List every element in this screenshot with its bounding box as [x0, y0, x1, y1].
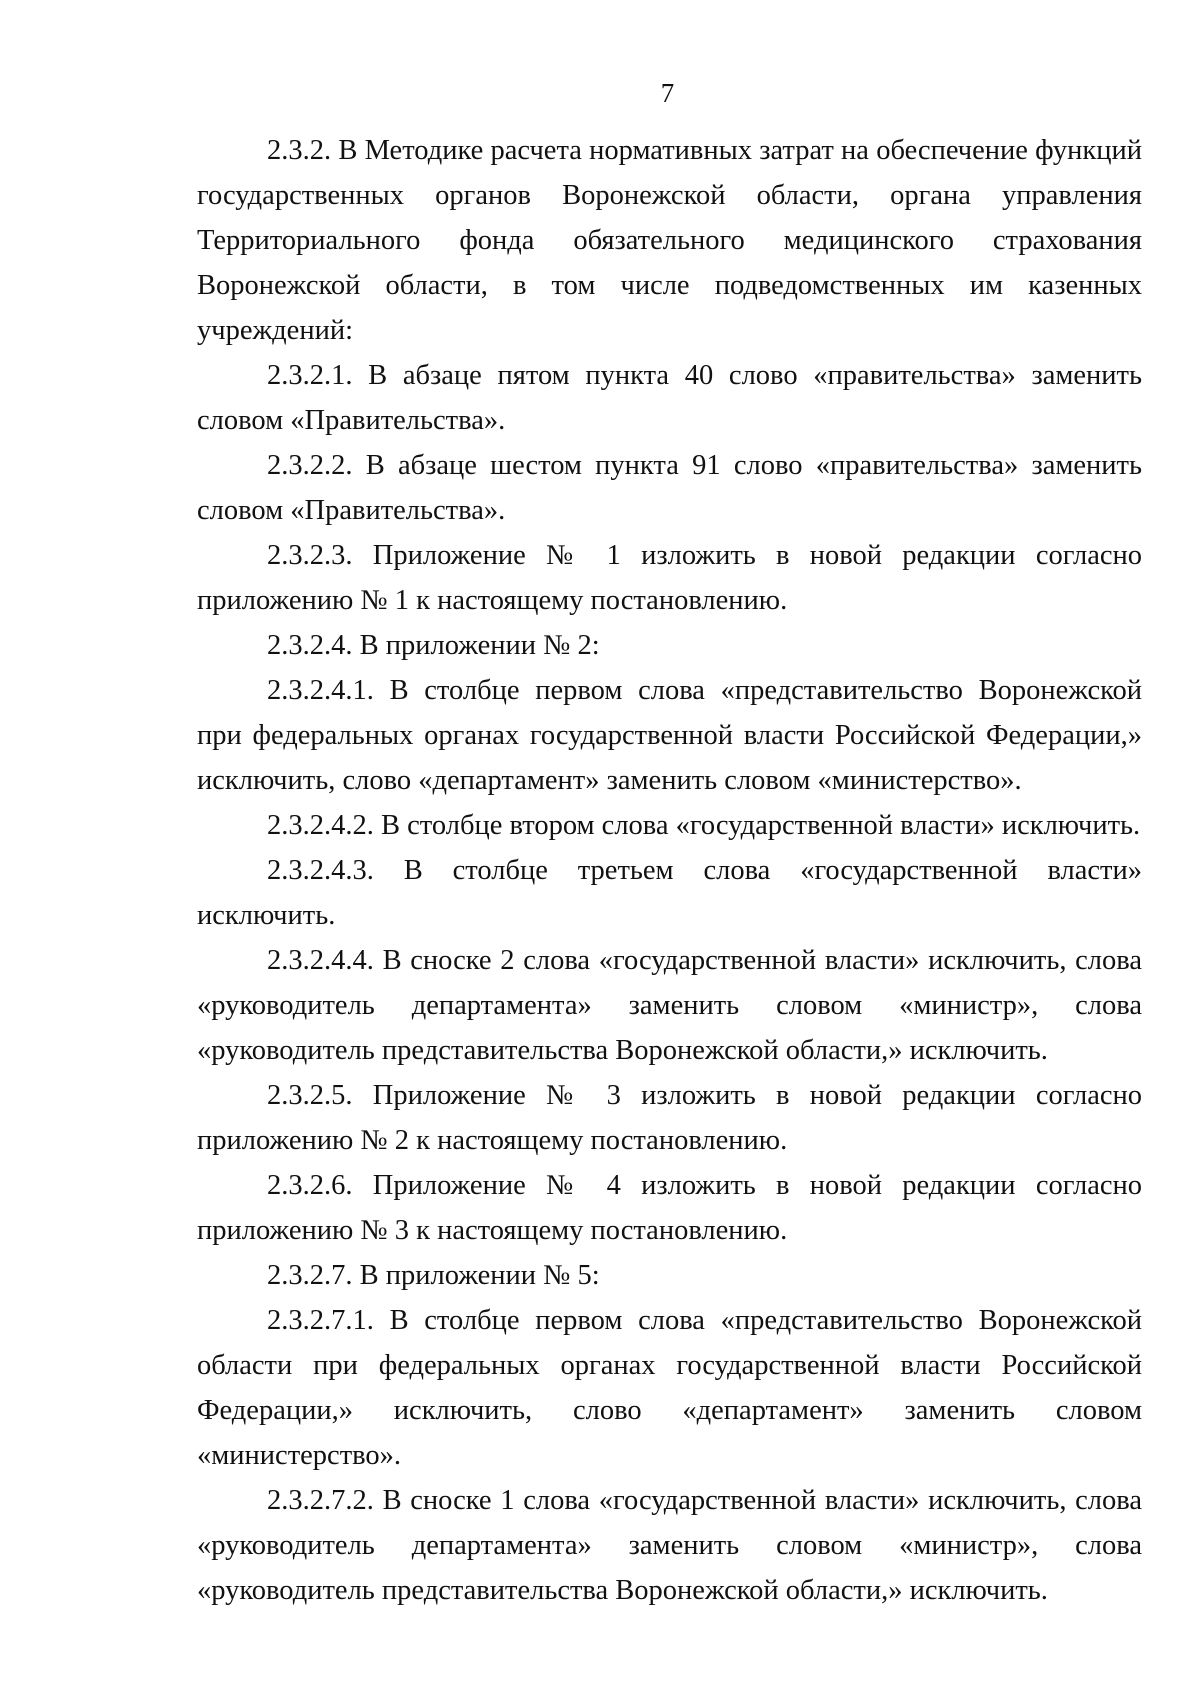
- document-body: [197, 128, 1142, 1613]
- paragraph-2-3-2-6: 2.3.2.6. Приложение № 4 изложить в новой редакции согласно приложению № 3 к настоящему постановлению.: [197, 1170, 1142, 1246]
- paragraph-2-3-2-7-1: 2.3.2.7.1. В столбце первом слова «представительство Воронежской области при федеральных органах государственной власти Российской Федерации,» исключить, слово «департамент» заменить словом «министерство».: [197, 1305, 1142, 1471]
- paragraph-2-3-2-1: 2.3.2.1. В абзаце пятом пункта 40 слово «правительства» заменить словом «Правительства».: [197, 360, 1142, 436]
- page-number: 7: [660, 78, 675, 108]
- paragraph-2-3-2-7-2: 2.3.2.7.2. В сноске 1 слова «государственной власти» исключить, слова «руководитель департамента» заменить словом «министр», слова «руководитель представительства Воронежской области,» исключить.: [197, 1485, 1142, 1606]
- paragraph-2-3-2-5: 2.3.2.5. Приложение № 3 изложить в новой редакции согласно приложению № 2 к настоящему постановлению.: [197, 1080, 1142, 1156]
- paragraph-2-3-2-2: 2.3.2.2. В абзаце шестом пункта 91 слово «правительства» заменить словом «Правительства».: [197, 450, 1142, 526]
- paragraph-2-3-2-4-3: 2.3.2.4.3. В столбце третьем слова «государственной власти» исключить.: [197, 855, 1142, 931]
- paragraph-2-3-2-7: 2.3.2.7. В приложении № 5:: [267, 1260, 600, 1291]
- paragraph-2-3-2-4-4: 2.3.2.4.4. В сноске 2 слова «государственной власти» исключить, слова «руководитель департамента» заменить словом «министр», слова «руководитель представительства Воронежской области,» исключить.: [197, 945, 1142, 1066]
- paragraph-2-3-2-3: 2.3.2.3. Приложение № 1 изложить в новой редакции согласно приложению № 1 к настоящему постановлению.: [197, 540, 1142, 616]
- paragraph-2-3-2-4: 2.3.2.4. В приложении № 2:: [267, 630, 600, 661]
- paragraph-2-3-2-4-2: 2.3.2.4.2. В столбце втором слова «государственной власти» исключить.: [267, 810, 1141, 841]
- paragraph-2-3-2-4-1: 2.3.2.4.1. В столбце первом слова «представительство Воронежской при федеральных органах государственной власти Российской Федерации,» исключить, слово «департамент» заменить словом «министерство».: [197, 675, 1142, 796]
- paragraph-2-3-2: 2.3.2. В Методике расчета нормативных затрат на обеспечение функций государственных органов Воронежской области, органа управления Территориального фонда обязательного медицинского страхования Воронежской области, в том числе подведомственных им казенных учреждений:: [197, 135, 1142, 346]
